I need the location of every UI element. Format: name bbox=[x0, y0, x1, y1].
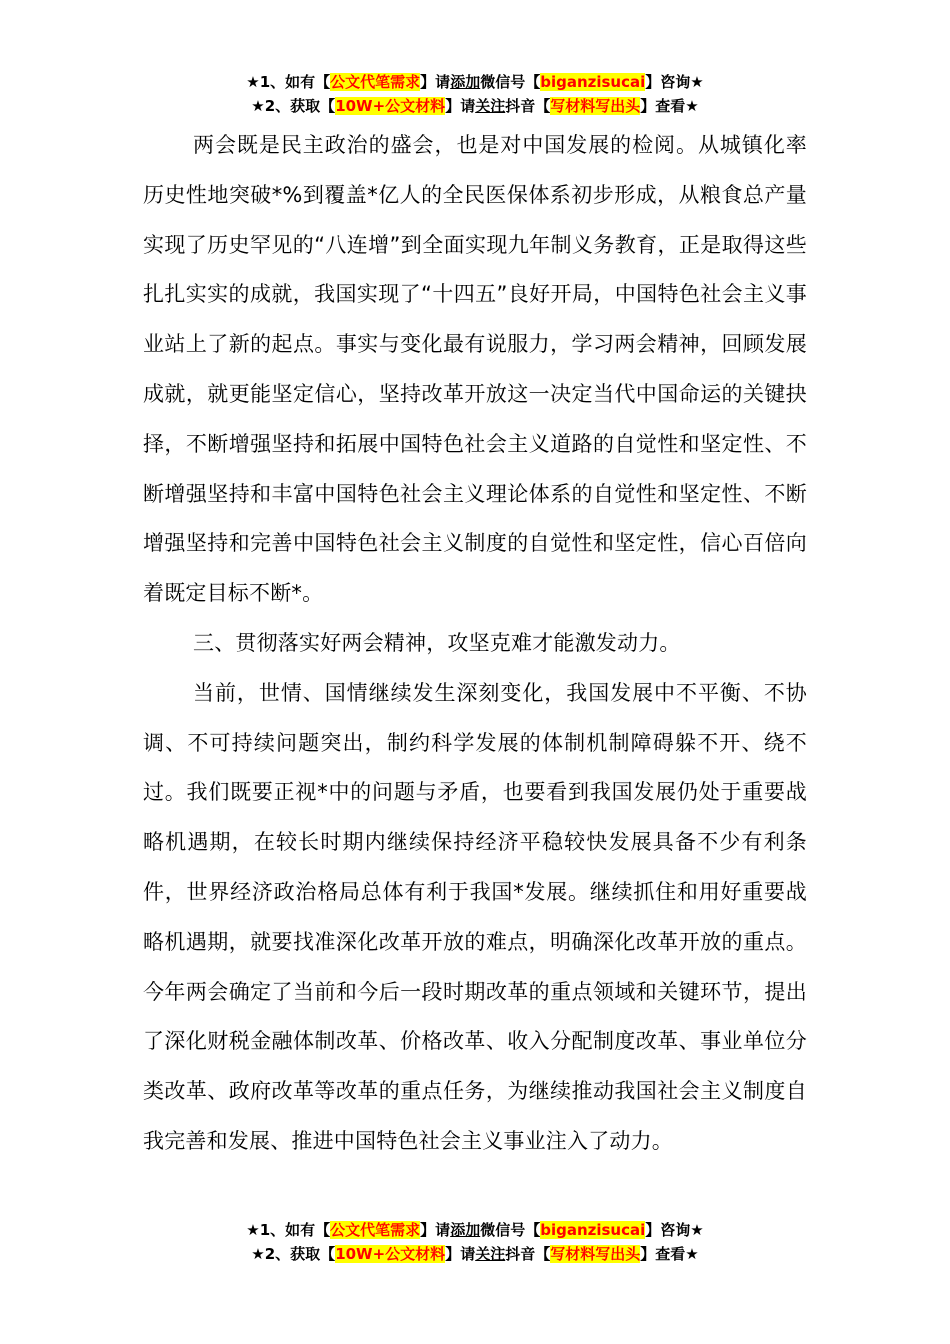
promo-line-2 bbox=[0, 94, 950, 118]
promo-highlight: 10W+公文材料 bbox=[335, 1245, 446, 1263]
promo-suffix: 】查看★ bbox=[640, 97, 699, 115]
promo-highlight: 公文代笔需求 bbox=[330, 1221, 421, 1239]
promo-highlight: 公文代笔需求 bbox=[330, 73, 421, 91]
promo-prefix: ★2、获取【 bbox=[251, 97, 336, 115]
promo-underlined-text: 添加 bbox=[450, 73, 481, 91]
top-promo-banner bbox=[0, 70, 950, 118]
document-body bbox=[143, 121, 807, 1167]
promo-text: 微信号【 bbox=[480, 73, 541, 91]
promo-prefix: ★2、获取【 bbox=[251, 1245, 336, 1263]
promo-line-1 bbox=[0, 70, 950, 94]
promo-douyin-account: 写材料写出头 bbox=[550, 97, 641, 115]
promo-suffix: 】查看★ bbox=[640, 1245, 699, 1263]
promo-text: 】请 bbox=[420, 73, 451, 91]
promo-wechat-id: biganzisucai bbox=[540, 1221, 646, 1239]
body-paragraph-1: 两会既是民主政治的盛会，也是对中国发展的检阅。从城镇化率历史性地突破*%到覆盖*亿人的全民医保体系初步形成，从粮食总产量实现了历史罕见的“八连增”到全面实现九年制义务教育，正是取得这些扎扎实实的成就，我国实现了“十四五”良好开局，中国特色社会主义事业站上了新的起点。事实与变化最有说服力，学习两会精神，回顾发展成就，就更能坚定信心，坚持改革开放这一决定当代中国命运的关键抉择，不断增强坚持和拓展中国特色社会主义道路的自觉性和坚定性、不断增强坚持和丰富中国特色社会主义理论体系的自觉性和坚定性、不断增强坚持和完善中国特色社会主义制度的自觉性和坚定性，信心百倍向着既定目标不断*。 bbox=[143, 133, 807, 606]
promo-text: 微信号【 bbox=[480, 1221, 541, 1239]
promo-text: 】请 bbox=[445, 97, 476, 115]
body-paragraph-2: 当前，世情、国情继续发生深刻变化，我国发展中不平衡、不协调、不可持续问题突出，制约科学发展的体制机制障碍躲不开、绕不过。我们既要正视*中的问题与矛盾，也要看到我国发展仍处于重要战略机遇期，在较长时期内继续保持经济平稳较快发展具备不少有利条件，世界经济政治格局总体有利于我国*发展。继续抓住和用好重要战略机遇期，就要找准深化改革开放的难点，明确深化改革开放的重点。今年两会确定了当前和今后一段时期改革的重点领域和关键环节，提出了深化财税金融体制改革、价格改革、收入分配制度改革、事业单位分类改革、政府改革等改革的重点任务，为继续推动我国社会主义制度自我完善和发展、推进中国特色社会主义事业注入了动力。 bbox=[143, 680, 807, 1153]
promo-wechat-id: biganzisucai bbox=[540, 73, 646, 91]
promo-highlight: 10W+公文材料 bbox=[335, 97, 446, 115]
section-heading: 三、贯彻落实好两会精神，攻坚克难才能激发动力。 bbox=[193, 630, 681, 655]
promo-text: 抖音【 bbox=[505, 1245, 551, 1263]
promo-underlined-text: 关注 bbox=[475, 97, 506, 115]
promo-suffix: 】咨询★ bbox=[645, 1221, 704, 1239]
promo-prefix: ★1、如有【 bbox=[246, 73, 331, 91]
promo-line-2 bbox=[0, 1242, 950, 1266]
promo-line-1 bbox=[0, 1218, 950, 1242]
promo-prefix: ★1、如有【 bbox=[246, 1221, 331, 1239]
promo-text: 】请 bbox=[420, 1221, 451, 1239]
promo-douyin-account: 写材料写出头 bbox=[550, 1245, 641, 1263]
promo-underlined-text: 关注 bbox=[475, 1245, 506, 1263]
promo-suffix: 】咨询★ bbox=[645, 73, 704, 91]
promo-text: 抖音【 bbox=[505, 97, 551, 115]
bottom-promo-banner bbox=[0, 1218, 950, 1266]
promo-underlined-text: 添加 bbox=[450, 1221, 481, 1239]
promo-text: 】请 bbox=[445, 1245, 476, 1263]
